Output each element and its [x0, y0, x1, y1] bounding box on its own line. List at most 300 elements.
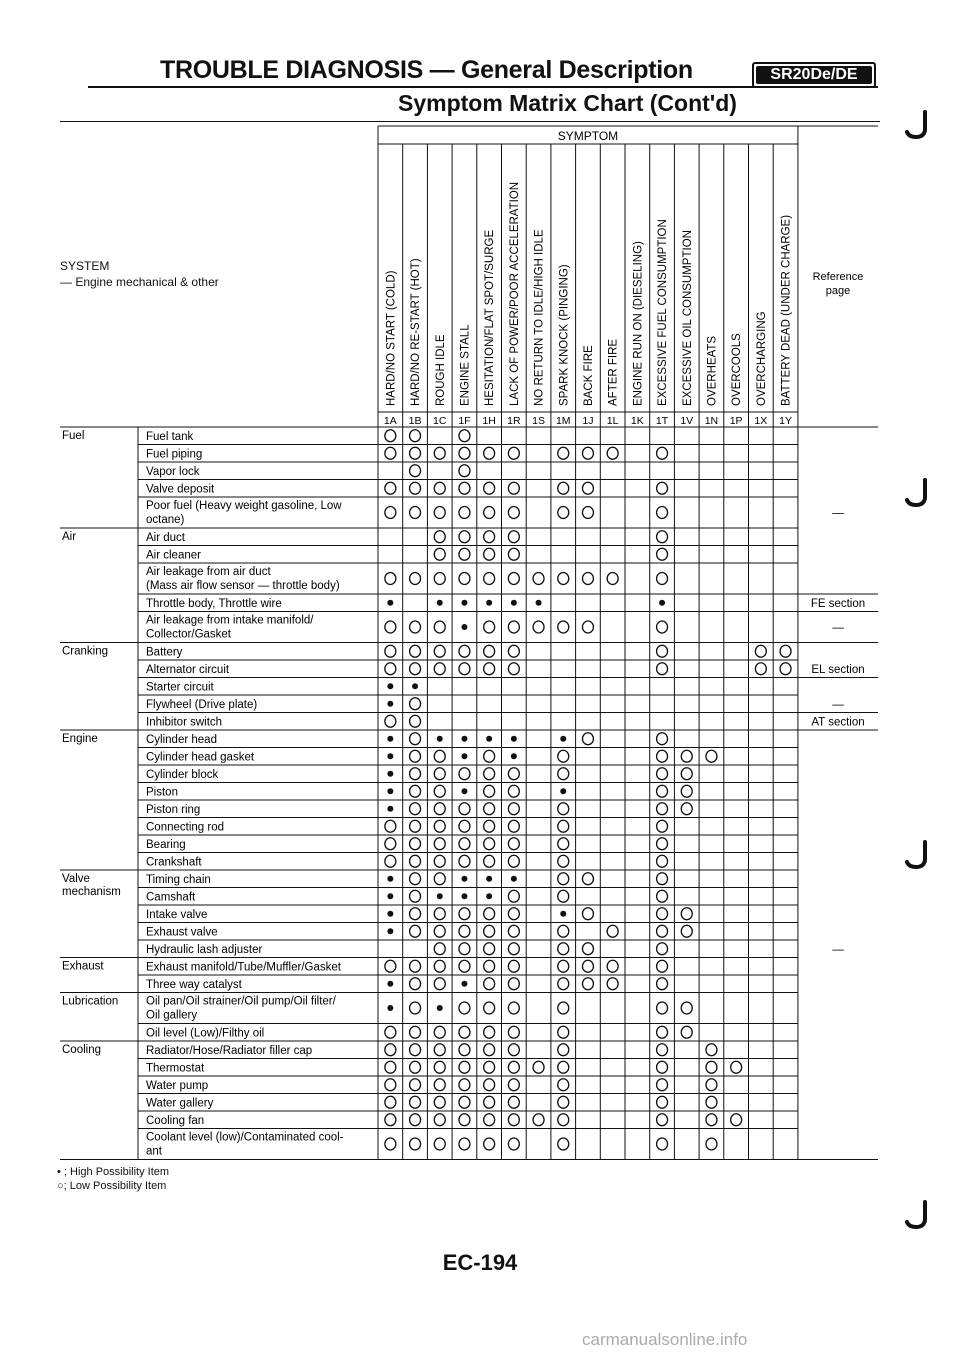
- low-possibility-mark: [533, 1114, 544, 1126]
- low-possibility-mark: [582, 573, 593, 585]
- low-possibility-mark: [385, 1138, 396, 1150]
- low-possibility-mark: [657, 548, 668, 560]
- item-label: Piston ring: [146, 804, 201, 816]
- low-possibility-mark: [706, 1061, 717, 1073]
- low-possibility-mark: [657, 1096, 668, 1108]
- low-possibility-mark: [410, 645, 421, 657]
- low-possibility-mark: [657, 943, 668, 955]
- low-possibility-mark: [459, 482, 470, 494]
- item-label: Piston: [146, 786, 178, 799]
- symptom-name: BACK FIRE: [582, 345, 595, 406]
- symptom-code: 1H: [482, 415, 496, 427]
- symptom-name: HESITATION/FLAT SPOT/SURGE: [484, 229, 497, 406]
- symptom-code: 1R: [507, 415, 521, 427]
- symptom-code: 1P: [729, 415, 743, 427]
- low-possibility-mark: [484, 1061, 495, 1073]
- group-label: Lubrication: [62, 995, 119, 1008]
- high-possibility-mark: [387, 753, 393, 759]
- low-possibility-mark: [434, 1044, 445, 1056]
- reference-page: —: [832, 507, 844, 520]
- low-possibility-mark: [410, 785, 421, 797]
- engine-code-label: SR20De/DE: [756, 66, 872, 84]
- low-possibility-mark: [508, 925, 519, 937]
- reference-page: FE section: [810, 597, 866, 610]
- item-label: Coolant level (low)/Contaminated cool-: [146, 1131, 344, 1144]
- low-possibility-mark: [533, 573, 544, 585]
- low-possibility-mark: [410, 750, 421, 762]
- low-possibility-mark: [484, 960, 495, 972]
- low-possibility-mark: [434, 873, 445, 885]
- low-possibility-mark: [508, 645, 519, 657]
- low-possibility-mark: [681, 908, 692, 920]
- low-possibility-mark: [459, 803, 470, 815]
- low-possibility-mark: [508, 960, 519, 972]
- low-possibility-mark: [459, 943, 470, 955]
- low-possibility-mark: [434, 645, 445, 657]
- reference-page: EL section: [811, 663, 865, 676]
- low-possibility-mark: [657, 855, 668, 867]
- low-possibility-mark: [459, 1002, 470, 1014]
- low-possibility-mark: [459, 465, 470, 477]
- low-possibility-mark: [681, 925, 692, 937]
- low-possibility-mark: [657, 1002, 668, 1014]
- low-possibility-mark: [484, 768, 495, 780]
- symptom-name: OVERCOOLS: [731, 333, 744, 406]
- low-possibility-mark: [508, 908, 519, 920]
- low-possibility-mark: [484, 1026, 495, 1038]
- low-possibility-mark: [558, 838, 569, 850]
- low-possibility-mark: [508, 943, 519, 955]
- low-possibility-mark: [385, 1096, 396, 1108]
- low-possibility-mark: [706, 1096, 717, 1108]
- low-possibility-mark: [657, 733, 668, 745]
- symptom-code: 1F: [458, 415, 471, 427]
- low-possibility-mark: [558, 855, 569, 867]
- low-possibility-mark: [434, 785, 445, 797]
- low-possibility-mark: [484, 447, 495, 459]
- low-possibility-mark: [459, 645, 470, 657]
- reference-page: —: [832, 698, 844, 711]
- low-possibility-mark: [508, 1138, 519, 1150]
- low-possibility-mark: [385, 447, 396, 459]
- low-possibility-mark: [434, 960, 445, 972]
- low-possibility-mark: [385, 573, 396, 585]
- low-possibility-mark: [434, 943, 445, 955]
- symptom-code: 1S: [532, 415, 545, 427]
- page-number: EC-194: [442, 1250, 518, 1275]
- low-possibility-mark: [410, 663, 421, 675]
- low-possibility-mark: [657, 890, 668, 902]
- low-possibility-mark: [484, 785, 495, 797]
- high-possibility-mark: [511, 736, 517, 742]
- low-possibility-mark: [706, 1079, 717, 1091]
- low-possibility-mark: [484, 531, 495, 543]
- symptom-name: HARD/NO START (COLD): [385, 270, 398, 406]
- low-possibility-mark: [657, 820, 668, 832]
- low-possibility-mark: [681, 785, 692, 797]
- low-possibility-mark: [558, 1026, 569, 1038]
- item-label: Exhaust valve: [146, 926, 218, 939]
- low-possibility-mark: [558, 1061, 569, 1073]
- low-possibility-mark: [459, 573, 470, 585]
- item-label: ant: [146, 1145, 162, 1158]
- low-possibility-mark: [657, 621, 668, 633]
- low-possibility-mark: [484, 1079, 495, 1091]
- low-possibility-mark: [434, 1061, 445, 1073]
- low-possibility-mark: [582, 943, 593, 955]
- low-possibility-mark: [484, 1044, 495, 1056]
- low-possibility-mark: [558, 960, 569, 972]
- item-label: Camshaft: [146, 891, 196, 904]
- low-possibility-mark: [558, 573, 569, 585]
- low-possibility-mark: [410, 447, 421, 459]
- low-possibility-mark: [459, 507, 470, 519]
- low-possibility-mark: [558, 482, 569, 494]
- symptom-name: OVERCHARGING: [755, 311, 768, 406]
- low-possibility-mark: [508, 785, 519, 797]
- item-label: Poor fuel (Heavy weight gasoline, Low: [146, 500, 342, 512]
- low-possibility-mark: [385, 715, 396, 727]
- item-label: Thermostat: [146, 1062, 205, 1075]
- low-possibility-mark: [508, 1114, 519, 1126]
- low-possibility-mark: [410, 855, 421, 867]
- low-possibility-mark: [558, 925, 569, 937]
- symptom-code: 1K: [630, 415, 644, 427]
- low-possibility-mark: [508, 1044, 519, 1056]
- high-possibility-mark: [560, 736, 566, 742]
- low-possibility-mark: [681, 1026, 692, 1038]
- reference-page: —: [832, 622, 844, 634]
- symptom-name: HARD/NO RE-START (HOT): [410, 258, 423, 406]
- low-possibility-mark: [410, 1114, 421, 1126]
- reference-page: —: [832, 943, 844, 956]
- low-possibility-mark: [434, 1138, 445, 1150]
- low-possibility-mark: [558, 750, 569, 762]
- low-possibility-mark: [484, 621, 495, 633]
- low-possibility-mark: [434, 573, 445, 585]
- symptom-name: BATTERY DEAD (UNDER CHARGE): [780, 214, 793, 406]
- low-possibility-mark: [434, 663, 445, 675]
- low-possibility-mark: [410, 482, 421, 494]
- low-possibility-mark: [410, 1061, 421, 1073]
- low-possibility-mark: [459, 838, 470, 850]
- group-label: Valve: [62, 873, 90, 885]
- low-possibility-mark: [484, 1096, 495, 1108]
- low-possibility-mark: [657, 785, 668, 797]
- low-possibility-mark: [410, 960, 421, 972]
- group-label: Air: [62, 531, 77, 543]
- symptom-code: 1M: [555, 415, 571, 427]
- high-possibility-mark: [560, 911, 566, 917]
- low-possibility-mark: [434, 1026, 445, 1038]
- low-possibility-mark: [508, 1079, 519, 1091]
- low-possibility-mark: [484, 482, 495, 494]
- item-label: Intake valve: [146, 909, 208, 921]
- site-watermark: carmanualsonline.info: [582, 1330, 748, 1349]
- low-possibility-mark: [385, 820, 396, 832]
- low-possibility-mark: [755, 645, 766, 657]
- low-possibility-mark: [434, 750, 445, 762]
- low-possibility-mark: [657, 663, 668, 675]
- low-possibility-mark: [607, 960, 618, 972]
- symptom-name: ENGINE RUN ON (DIESELING): [632, 241, 645, 406]
- high-possibility-mark: [511, 600, 517, 606]
- low-possibility-mark: [410, 803, 421, 815]
- low-possibility-mark: [484, 925, 495, 937]
- low-possibility-mark: [434, 803, 445, 815]
- high-possibility-mark: [387, 928, 393, 934]
- low-possibility-mark: [385, 838, 396, 850]
- low-possibility-mark: [459, 1026, 470, 1038]
- low-possibility-mark: [410, 838, 421, 850]
- low-possibility-mark: [657, 1061, 668, 1073]
- high-possibility-mark: [437, 600, 443, 606]
- high-possibility-mark: [511, 876, 517, 882]
- low-possibility-mark: [410, 978, 421, 990]
- low-possibility-mark: [410, 890, 421, 902]
- low-possibility-mark: [410, 465, 421, 477]
- low-possibility-mark: [385, 960, 396, 972]
- low-possibility-mark: [706, 1044, 717, 1056]
- high-possibility-mark: [486, 600, 492, 606]
- low-possibility-mark: [582, 447, 593, 459]
- symptom-code: 1X: [754, 415, 768, 427]
- low-possibility-mark: [508, 1026, 519, 1038]
- item-label: Collector/Gasket: [146, 628, 232, 641]
- low-possibility-mark: [508, 803, 519, 815]
- item-label: Fuel tank: [146, 431, 194, 443]
- low-possibility-mark: [410, 925, 421, 937]
- low-possibility-mark: [410, 507, 421, 519]
- low-possibility-mark: [410, 573, 421, 585]
- high-possibility-mark: [437, 736, 443, 742]
- low-possibility-mark: [558, 1079, 569, 1091]
- symptom-code: 1Y: [779, 415, 792, 427]
- low-possibility-mark: [459, 1114, 470, 1126]
- low-possibility-mark: [508, 663, 519, 675]
- symptom-code: 1B: [408, 415, 422, 427]
- item-label: Water pump: [146, 1080, 209, 1092]
- low-possibility-mark: [434, 908, 445, 920]
- low-possibility-mark: [434, 1079, 445, 1091]
- low-possibility-mark: [558, 1044, 569, 1056]
- low-possibility-mark: [558, 1002, 569, 1014]
- low-possibility-mark: [657, 978, 668, 990]
- reference-header-line1: Reference: [812, 271, 864, 283]
- low-possibility-mark: [484, 855, 495, 867]
- low-possibility-mark: [508, 820, 519, 832]
- low-possibility-mark: [410, 430, 421, 442]
- legend: [57, 1165, 169, 1193]
- low-possibility-mark: [657, 768, 668, 780]
- low-possibility-mark: [484, 573, 495, 585]
- high-possibility-mark: [412, 683, 418, 689]
- low-possibility-mark: [484, 943, 495, 955]
- low-possibility-mark: [385, 621, 396, 633]
- low-possibility-mark: [385, 1061, 396, 1073]
- low-possibility-mark: [484, 548, 495, 560]
- low-possibility-mark: [459, 531, 470, 543]
- high-possibility-mark: [461, 753, 467, 759]
- high-possibility-mark: [536, 600, 542, 606]
- high-possibility-mark: [387, 981, 393, 987]
- high-possibility-mark: [387, 788, 393, 794]
- item-label: Air cleaner: [146, 549, 201, 562]
- low-possibility-mark: [434, 447, 445, 459]
- low-possibility-mark: [410, 621, 421, 633]
- low-possibility-mark: [385, 855, 396, 867]
- high-possibility-mark: [461, 876, 467, 882]
- low-possibility-mark: [657, 1044, 668, 1056]
- low-possibility-mark: [484, 838, 495, 850]
- low-possibility-mark: [410, 733, 421, 745]
- low-possibility-mark: [706, 750, 717, 762]
- low-possibility-mark: [459, 925, 470, 937]
- item-label: Throttle body, Throttle wire: [146, 598, 282, 610]
- low-possibility-mark: [508, 482, 519, 494]
- item-label: Inhibitor switch: [146, 716, 223, 729]
- low-possibility-mark: [558, 1138, 569, 1150]
- low-possibility-mark: [607, 978, 618, 990]
- high-possibility-mark: [461, 893, 467, 899]
- low-possibility-mark: [582, 507, 593, 519]
- low-possibility-mark: [731, 1114, 742, 1126]
- group-label: Engine: [62, 733, 98, 745]
- low-possibility-mark: [434, 531, 445, 543]
- system-label-title: SYSTEM: [60, 259, 110, 273]
- high-possibility-mark: [387, 736, 393, 742]
- high-possibility-mark: [387, 911, 393, 917]
- page-subtitle: Symptom Matrix Chart (Cont'd): [398, 90, 737, 116]
- low-possibility-mark: [484, 1114, 495, 1126]
- item-label: Exhaust manifold/Tube/Muffler/Gasket: [146, 961, 341, 974]
- low-possibility-mark: [508, 507, 519, 519]
- symptom-name: NO RETURN TO IDLE/HIGH IDLE: [533, 229, 546, 406]
- low-possibility-mark: [508, 1061, 519, 1073]
- high-possibility-mark: [461, 600, 467, 606]
- symptom-name: ENGINE STALL: [459, 324, 472, 406]
- reference-header-line2: page: [825, 285, 851, 297]
- high-possibility-mark: [486, 893, 492, 899]
- low-possibility-mark: [558, 621, 569, 633]
- low-possibility-mark: [558, 943, 569, 955]
- group-label: Cranking: [62, 645, 109, 658]
- low-possibility-mark: [508, 573, 519, 585]
- low-possibility-mark: [484, 908, 495, 920]
- low-possibility-mark: [657, 1138, 668, 1150]
- low-possibility-mark: [459, 1096, 470, 1108]
- low-possibility-mark: [385, 663, 396, 675]
- margin-check-icon: [904, 478, 930, 508]
- item-label: Three way catalyst: [146, 979, 242, 991]
- low-possibility-mark: [533, 621, 544, 633]
- low-possibility-mark: [385, 1079, 396, 1091]
- low-possibility-mark: [410, 768, 421, 780]
- group-label: mechanism: [62, 886, 121, 898]
- symptom-name: ROUGH IDLE: [434, 334, 447, 406]
- low-possibility-mark: [657, 531, 668, 543]
- low-possibility-mark: [508, 621, 519, 633]
- low-possibility-mark: [385, 1044, 396, 1056]
- low-possibility-mark: [558, 1096, 569, 1108]
- item-label: Water gallery: [146, 1097, 214, 1110]
- low-possibility-mark: [385, 1114, 396, 1126]
- symptom-code: 1V: [680, 415, 694, 427]
- symptom-name: OVERHEATS: [706, 335, 719, 406]
- high-possibility-mark: [437, 893, 443, 899]
- low-possibility-mark: [484, 645, 495, 657]
- low-possibility-mark: [533, 1061, 544, 1073]
- low-possibility-mark: [410, 1096, 421, 1108]
- low-possibility-mark: [582, 733, 593, 745]
- low-possibility-mark: [558, 803, 569, 815]
- item-label: octane): [146, 514, 185, 526]
- low-possibility-mark: [434, 978, 445, 990]
- low-possibility-mark: [582, 978, 593, 990]
- low-possibility-mark: [508, 1002, 519, 1014]
- low-possibility-mark: [434, 820, 445, 832]
- group-label: Exhaust: [62, 960, 104, 973]
- system-label-subtitle: — Engine mechanical & other: [60, 275, 219, 289]
- low-possibility-mark: [508, 978, 519, 990]
- high-possibility-mark: [387, 600, 393, 606]
- legend-high-possibility: • ; High Possibility Item: [57, 1166, 170, 1178]
- item-label: Air duct: [146, 532, 185, 544]
- high-possibility-mark: [387, 683, 393, 689]
- low-possibility-mark: [558, 447, 569, 459]
- low-possibility-mark: [508, 768, 519, 780]
- low-possibility-mark: [657, 507, 668, 519]
- low-possibility-mark: [657, 960, 668, 972]
- low-possibility-mark: [657, 803, 668, 815]
- low-possibility-mark: [410, 1044, 421, 1056]
- low-possibility-mark: [582, 873, 593, 885]
- item-label: Oil gallery: [146, 1009, 198, 1022]
- low-possibility-mark: [657, 645, 668, 657]
- item-label: Alternator circuit: [146, 664, 230, 676]
- low-possibility-mark: [508, 1096, 519, 1108]
- low-possibility-mark: [434, 1114, 445, 1126]
- low-possibility-mark: [410, 1002, 421, 1014]
- low-possibility-mark: [657, 908, 668, 920]
- low-possibility-mark: [459, 768, 470, 780]
- low-possibility-mark: [434, 768, 445, 780]
- low-possibility-mark: [558, 890, 569, 902]
- symptom-name: AFTER FIRE: [607, 338, 620, 406]
- item-label: Cooling fan: [146, 1115, 205, 1127]
- item-label: Cylinder block: [146, 769, 219, 781]
- low-possibility-mark: [657, 482, 668, 494]
- low-possibility-mark: [755, 663, 766, 675]
- item-label: Air leakage from air duct: [146, 566, 271, 578]
- low-possibility-mark: [657, 447, 668, 459]
- low-possibility-mark: [780, 663, 791, 675]
- low-possibility-mark: [731, 1061, 742, 1073]
- margin-check-icon: [904, 110, 930, 140]
- low-possibility-mark: [681, 750, 692, 762]
- low-possibility-mark: [558, 978, 569, 990]
- low-possibility-mark: [681, 1002, 692, 1014]
- high-possibility-mark: [461, 624, 467, 630]
- high-possibility-mark: [437, 1005, 443, 1011]
- low-possibility-mark: [410, 1079, 421, 1091]
- legend-low-possibility: ○; Low Possibility Item: [57, 1180, 167, 1192]
- low-possibility-mark: [657, 1026, 668, 1038]
- item-label: Radiator/Hose/Radiator filler cap: [146, 1045, 313, 1057]
- low-possibility-mark: [558, 768, 569, 780]
- item-label: Oil level (Low)/Filthy oil: [146, 1027, 265, 1040]
- low-possibility-mark: [434, 548, 445, 560]
